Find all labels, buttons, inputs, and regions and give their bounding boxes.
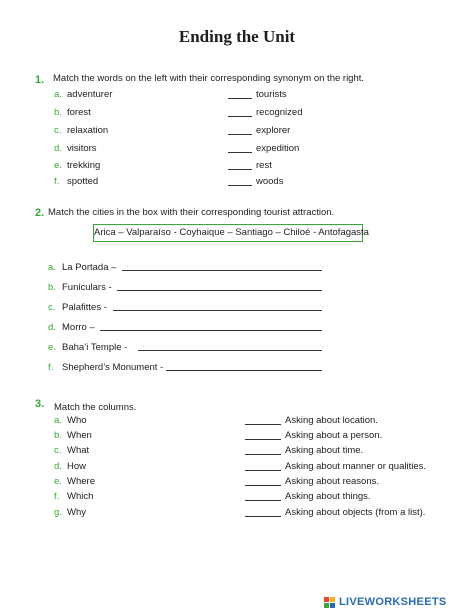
section-2-number: 2. <box>35 207 45 219</box>
page-title: Ending the Unit <box>178 27 296 46</box>
item-letter: c. <box>54 125 62 136</box>
answer-blank[interactable] <box>117 290 322 291</box>
liveworksheets-logo-icon <box>324 596 336 608</box>
word-item: forest <box>67 107 91 118</box>
question-word: Why <box>67 507 86 518</box>
word-item: adventurer <box>67 89 113 100</box>
answer-blank[interactable] <box>138 350 322 351</box>
question-word: When <box>67 430 92 441</box>
section-1-number: 1. <box>35 74 45 86</box>
attraction-item: Palafittes - <box>62 302 107 313</box>
item-letter: f. <box>54 176 60 187</box>
answer-blank[interactable] <box>245 516 281 517</box>
question-word: Which <box>67 491 94 502</box>
item-letter: e. <box>54 160 62 171</box>
question-word: What <box>67 445 90 456</box>
meaning-item: Asking about time. <box>285 445 364 456</box>
word-item: relaxation <box>67 125 109 136</box>
attraction-item: Shepherd’s Monument - <box>62 362 164 373</box>
attraction-item: Morro – <box>62 322 95 333</box>
item-letter: c. <box>54 445 62 456</box>
item-letter: d. <box>48 322 56 333</box>
item-letter: e. <box>48 342 56 353</box>
item-letter: e. <box>54 476 62 487</box>
synonym-item: expedition <box>256 143 300 154</box>
item-letter: a. <box>54 89 62 100</box>
question-word: How <box>67 461 87 472</box>
synonym-item: rest <box>256 160 272 171</box>
question-word: Where <box>67 476 95 487</box>
section-1-instruction: Match the words on the left with their corresponding synonym on the right. <box>53 73 365 84</box>
item-letter: b. <box>54 107 62 118</box>
synonym-item: recognized <box>256 107 303 118</box>
item-letter: f. <box>54 491 60 502</box>
attraction-item: La Portada – <box>62 262 117 273</box>
attraction-item: Funiculars - <box>62 282 112 293</box>
city-box: Arica – Valparaíso - Coyhaique – Santiago – Chiloé - Antofagasta <box>93 224 363 242</box>
attraction-item: Baha’i Temple - <box>62 342 128 353</box>
answer-blank[interactable] <box>245 470 281 471</box>
answer-blank[interactable] <box>122 270 322 271</box>
answer-blank[interactable] <box>245 485 281 486</box>
synonym-item: explorer <box>256 125 291 136</box>
answer-blank[interactable] <box>245 454 281 455</box>
answer-blank[interactable] <box>245 439 281 440</box>
meaning-item: Asking about reasons. <box>285 476 380 487</box>
answer-blank[interactable] <box>228 98 252 99</box>
answer-blank[interactable] <box>166 370 322 371</box>
section-2-instruction: Match the cities in the box with their corresponding tourist attraction. <box>48 207 335 218</box>
item-letter: d. <box>54 461 62 472</box>
meaning-item: Asking about location. <box>285 415 378 426</box>
word-item: spotted <box>67 176 99 187</box>
meaning-item: Asking about objects (from a list). <box>285 507 426 518</box>
word-item: trekking <box>67 160 101 171</box>
item-letter: c. <box>48 302 56 313</box>
item-letter: a. <box>54 415 62 426</box>
answer-blank[interactable] <box>100 330 322 331</box>
item-letter: d. <box>54 143 62 154</box>
meaning-item: Asking about manner or qualities. <box>285 461 426 472</box>
answer-blank[interactable] <box>245 500 281 501</box>
answer-blank[interactable] <box>228 134 252 135</box>
liveworksheets-logo-text: LIVEWORKSHEETS <box>339 596 447 608</box>
item-letter: b. <box>48 282 56 293</box>
answer-blank[interactable] <box>245 424 281 425</box>
synonym-item: tourists <box>256 89 287 100</box>
section-3-instruction: Match the columns. <box>54 402 137 413</box>
question-word: Who <box>67 415 87 426</box>
item-letter: b. <box>54 430 62 441</box>
answer-blank[interactable] <box>228 116 252 117</box>
item-letter: a. <box>48 262 56 273</box>
item-letter: g. <box>54 507 62 518</box>
answer-blank[interactable] <box>228 185 252 186</box>
item-letter: f. <box>48 362 54 373</box>
synonym-item: woods <box>256 176 284 187</box>
answer-blank[interactable] <box>228 152 252 153</box>
answer-blank[interactable] <box>113 310 322 311</box>
section-3-number: 3. <box>35 398 45 410</box>
meaning-item: Asking about things. <box>285 491 371 502</box>
word-item: visitors <box>67 143 97 154</box>
answer-blank[interactable] <box>228 169 252 170</box>
meaning-item: Asking about a person. <box>285 430 383 441</box>
